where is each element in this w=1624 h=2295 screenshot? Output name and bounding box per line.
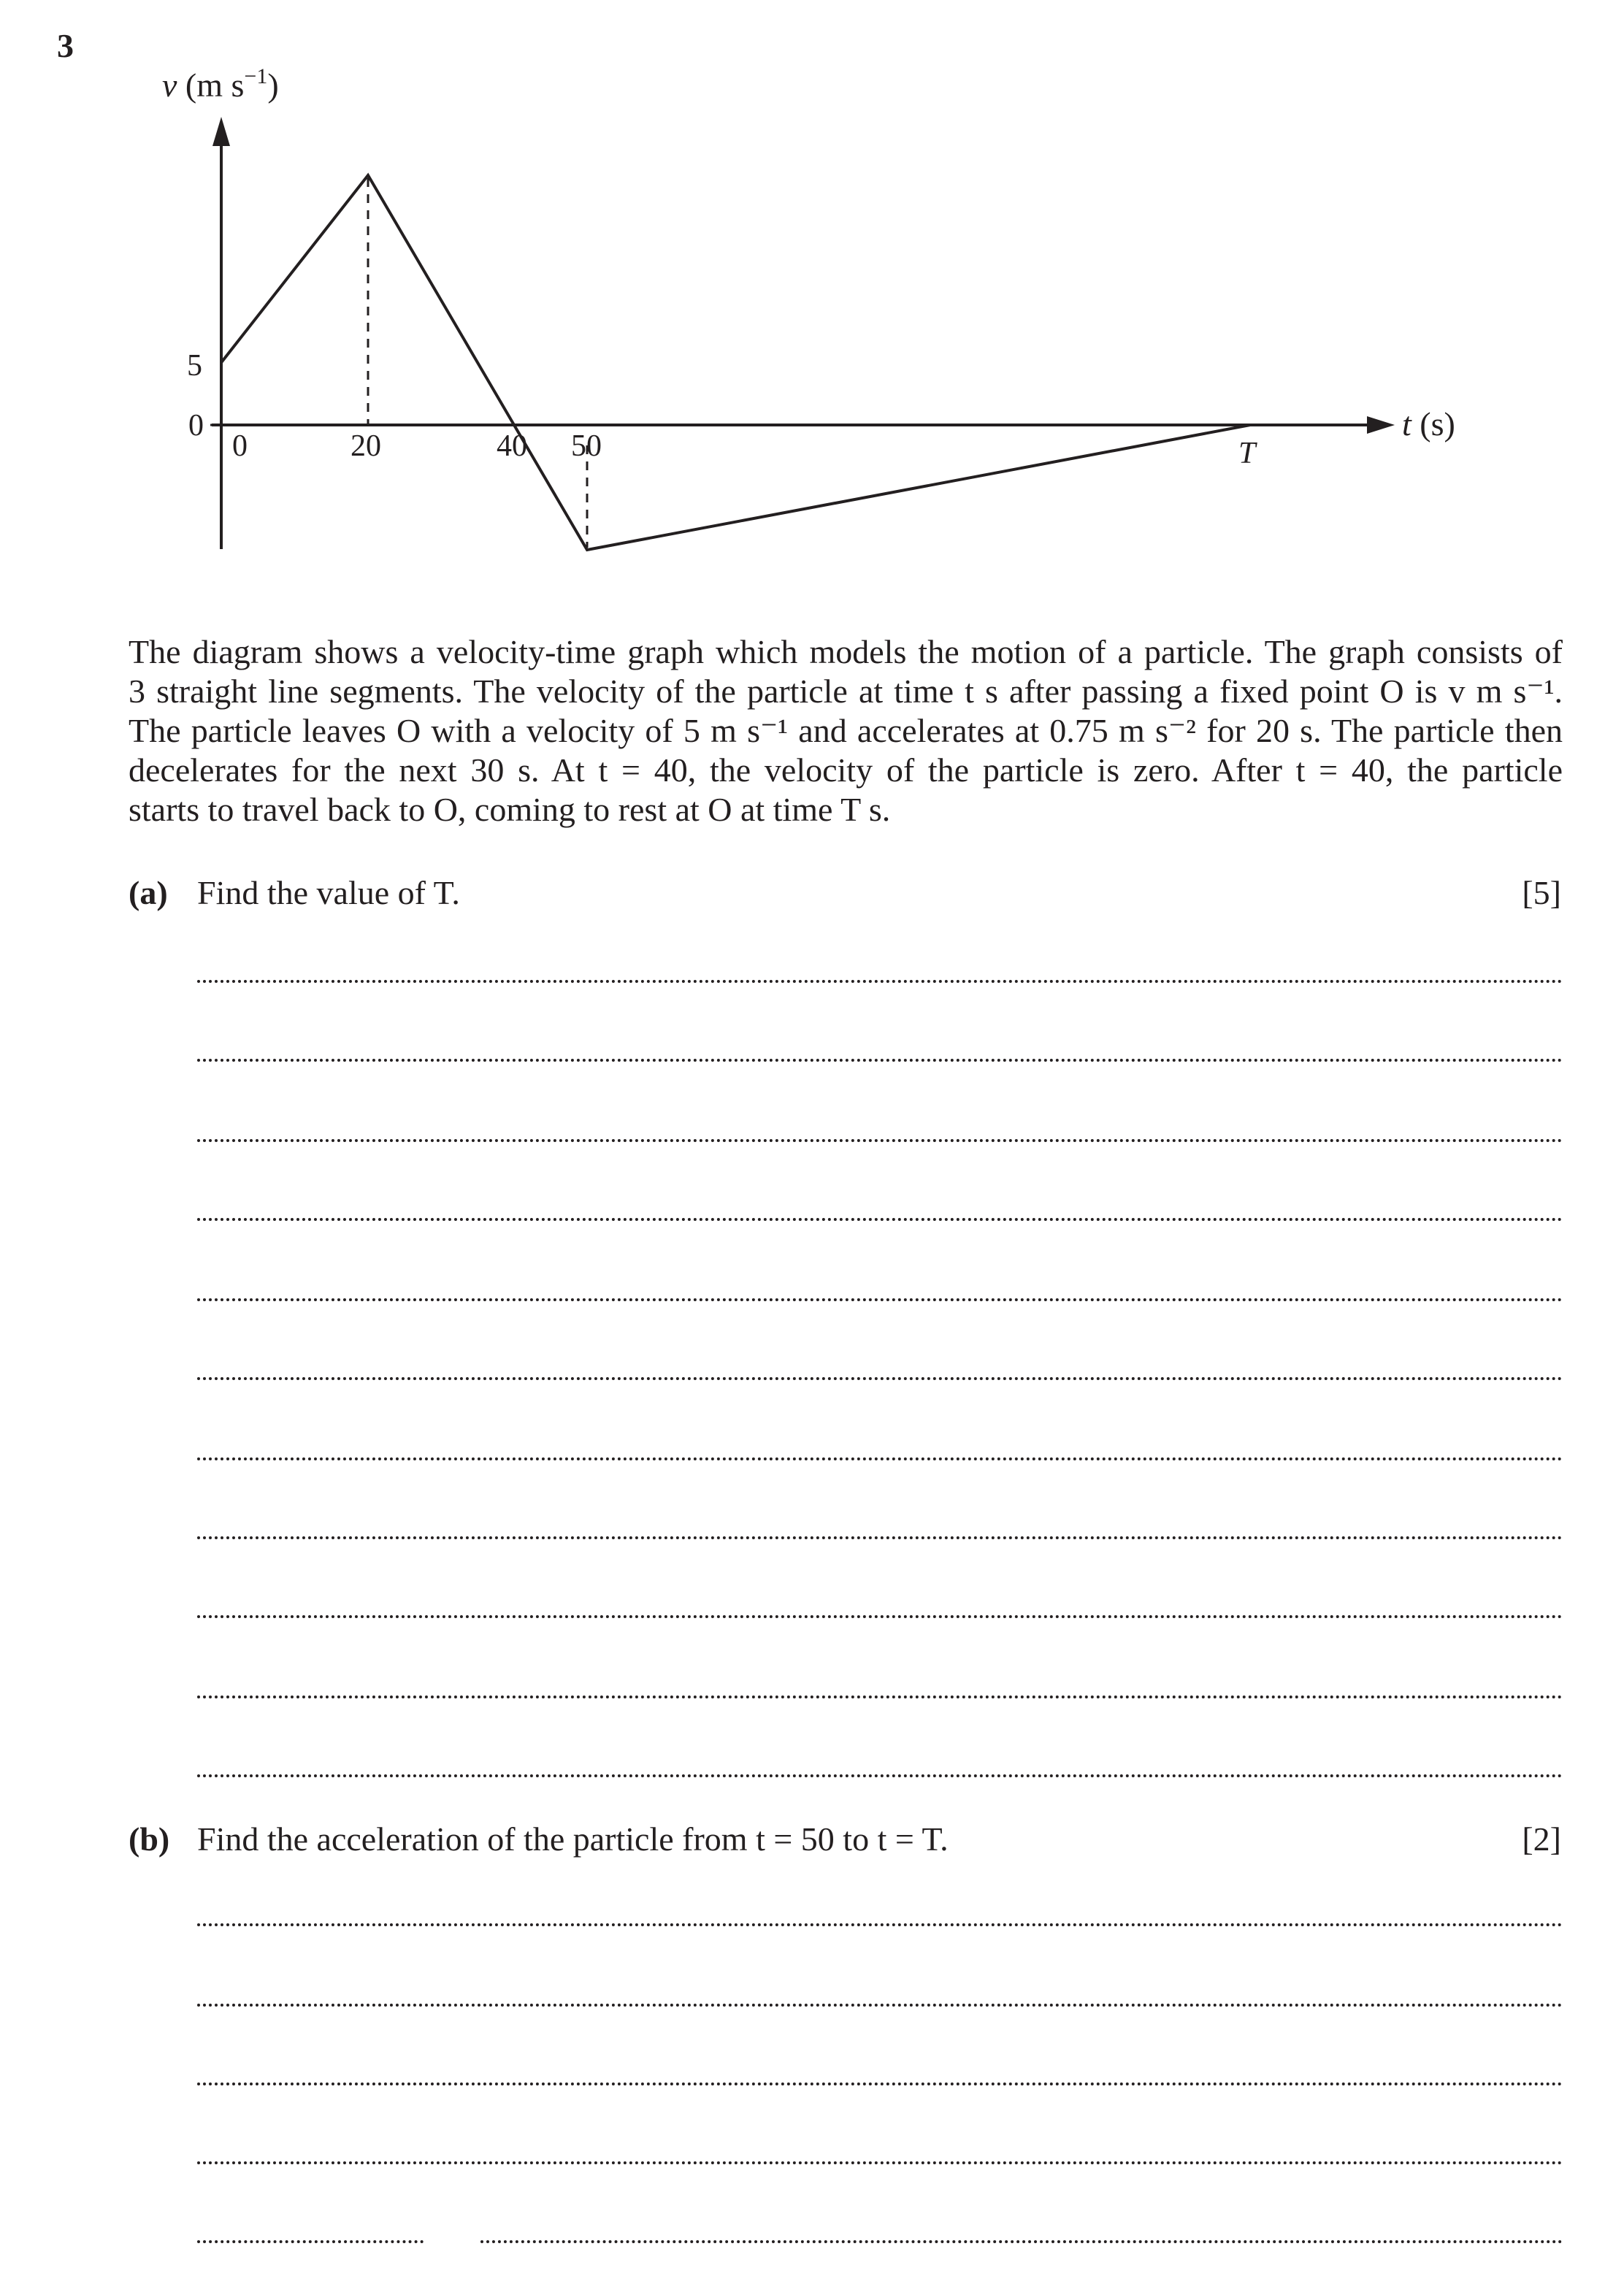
y-axis-label: v (m $s^{-1}$): [162, 64, 279, 104]
answer-line[interactable]: [197, 1457, 1563, 1460]
answer-line-tail[interactable]: [480, 2240, 1563, 2243]
answer-line[interactable]: [197, 1536, 1563, 1539]
part-a-marks: [5]: [1522, 874, 1561, 911]
answer-line[interactable]: [197, 1615, 1563, 1618]
part-a-label: (a): [129, 874, 168, 911]
x-tick-label-0: 0: [232, 429, 248, 463]
part-b-marks: [2]: [1522, 1820, 1561, 1858]
x-axis-label: t (s): [1402, 405, 1455, 442]
answer-line[interactable]: [197, 2161, 1563, 2164]
paragraph-line: starts to travel back to O, coming to rest at O at time T s.: [129, 791, 891, 828]
part-b-text: Find the acceleration of the particle from t = 50 to t = T.: [197, 1820, 949, 1858]
velocity-time-graph: [0, 0, 1624, 584]
answer-line[interactable]: [197, 2004, 1563, 2007]
answer-line[interactable]: [197, 1139, 1563, 1142]
answer-line-short[interactable]: [197, 2240, 424, 2243]
y-tick-label-5: 5: [187, 349, 202, 383]
velocity-line: [221, 175, 1250, 550]
answer-line[interactable]: [197, 1218, 1563, 1221]
part-b-label: (b): [129, 1820, 170, 1858]
paragraph-line: 3 straight line segments. The velocity of the particle at time t s after passing a fixed point O is v m s⁻¹.: [129, 673, 1563, 710]
x-axis-arrow-icon: [1367, 416, 1395, 434]
x-tick-label-T: T: [1238, 437, 1256, 470]
paragraph-line: The particle leaves O with a velocity of 5 m s⁻¹ and accelerates at 0.75 m s⁻² for 20 s. The particle then: [129, 712, 1563, 749]
answer-line[interactable]: [197, 1298, 1563, 1301]
answer-line[interactable]: [197, 2083, 1563, 2085]
question-paragraph: [129, 632, 1563, 830]
answer-line[interactable]: [197, 1696, 1563, 1698]
x-tick-label-40: 40: [497, 429, 527, 463]
paragraph-line: decelerates for the next 30 s. At t = 40, the velocity of the particle is zero. After t = 40, the particle: [129, 751, 1563, 789]
y-tick-label-0: 0: [188, 409, 204, 442]
x-tick-label-20: 20: [351, 429, 381, 463]
answer-line[interactable]: [197, 980, 1563, 983]
paragraph-line: The diagram shows a velocity-time graph which models the motion of a particle. The graph consists of: [129, 633, 1563, 670]
answer-line[interactable]: [197, 1377, 1563, 1380]
x-tick-label-50: 50: [571, 429, 602, 463]
answer-line[interactable]: [197, 1923, 1563, 1926]
part-b-question: [129, 1820, 949, 1858]
part-a-question: [129, 873, 460, 912]
question-number: 3: [57, 27, 74, 64]
part-a-text: Find the value of T.: [197, 874, 460, 911]
answer-line[interactable]: [197, 1774, 1563, 1777]
y-axis-arrow-icon: [212, 117, 230, 146]
answer-line[interactable]: [197, 1059, 1563, 1062]
